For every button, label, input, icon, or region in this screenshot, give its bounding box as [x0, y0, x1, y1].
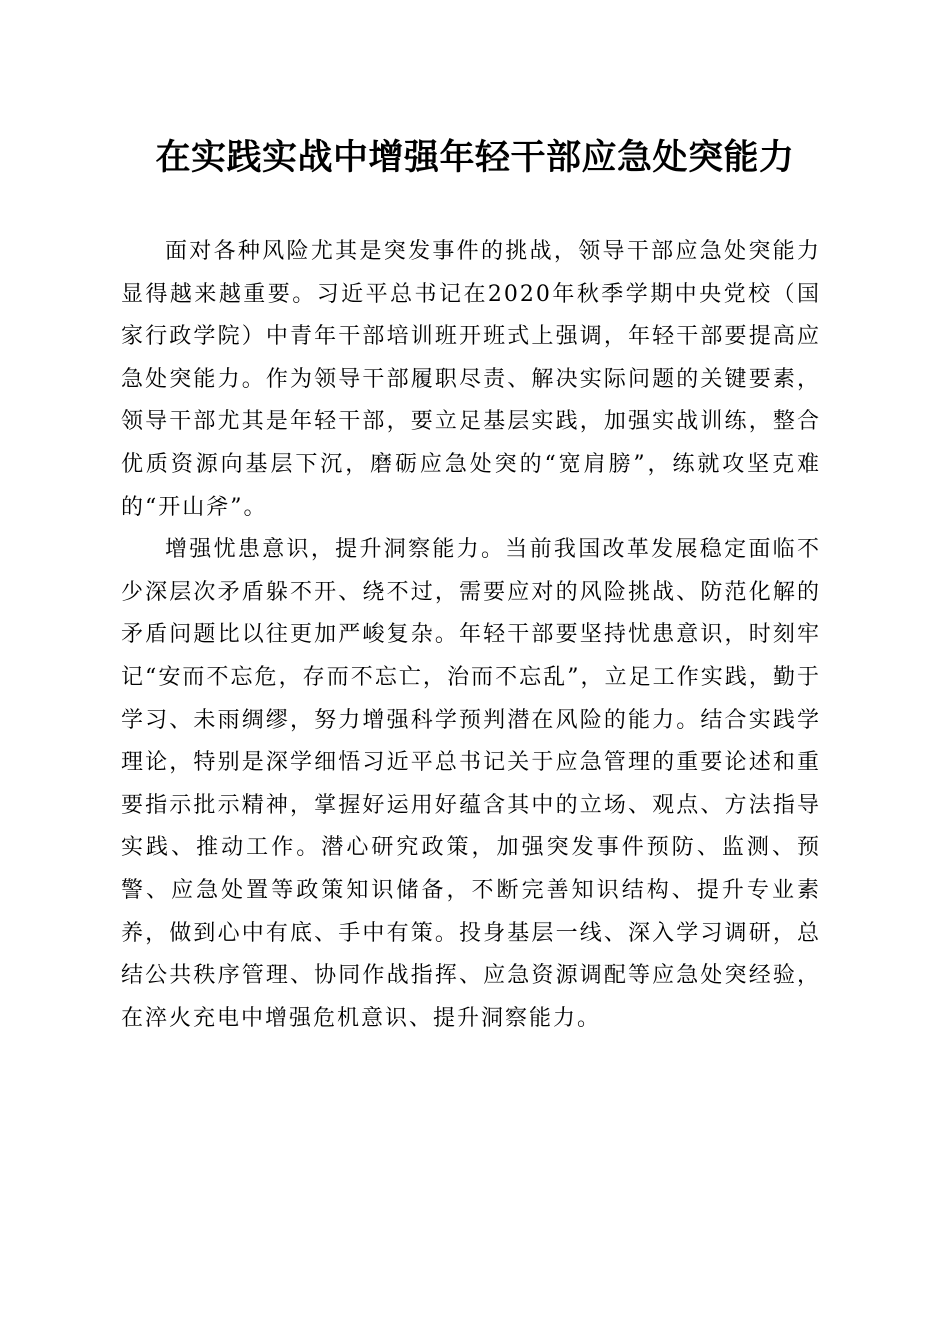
paragraph-2: 增强忧患意识，提升洞察能力。当前我国改革发展稳定面临不少深层次矛盾躲不开、绕不过，需要应对的风险挑战、防范化解的矛盾问题比以往更加严峻复杂。年轻干部要坚持忧患意识，时刻牢记“安而不忘危，存而不忘亡，治而不忘乱”，立足工作实践，勤于学习、未雨绸缪，努力增强科学预判潜在风险的能力。结合实践学理论，特别是深学细悟习近平总书记关于应急管理的重要论述和重要指示批示精神，掌握好运用好蕴含其中的立场、观点、方法指导实践、推动工作。潜心研究政策，加强突发事件预防、监测、预警、应急处置等政策知识储备，不断完善知识结构、提升专业素养，做到心中有底、手中有策。投身基层一线、深入学习调研，总结公共秩序管理、协同作战指挥、应急资源调配等应急处突经验，在淬火充电中增强危机意识、提升洞察能力。	[121, 537, 821, 1031]
paragraph-1: 面对各种风险尤其是突发事件的挑战，领导干部应急处突能力显得越来越重要。习近平总书记在2020年秋季学期中央党校（国家行政学院）中青年干部培训班开班式上强调，年轻干部要提高应急处突能力。作为领导干部履职尽责、解决实际问题的关键要素，领导干部尤其是年轻干部，要立足基层实践，加强实战训练，整合优质资源向基层下沉，磨砺应急处突的“宽肩膀”，练就攻坚克难的“开山斧”。	[121, 239, 821, 520]
document-title: 在实践实战中增强年轻干部应急处突能力	[155, 137, 795, 178]
document-body	[121, 231, 821, 1040]
